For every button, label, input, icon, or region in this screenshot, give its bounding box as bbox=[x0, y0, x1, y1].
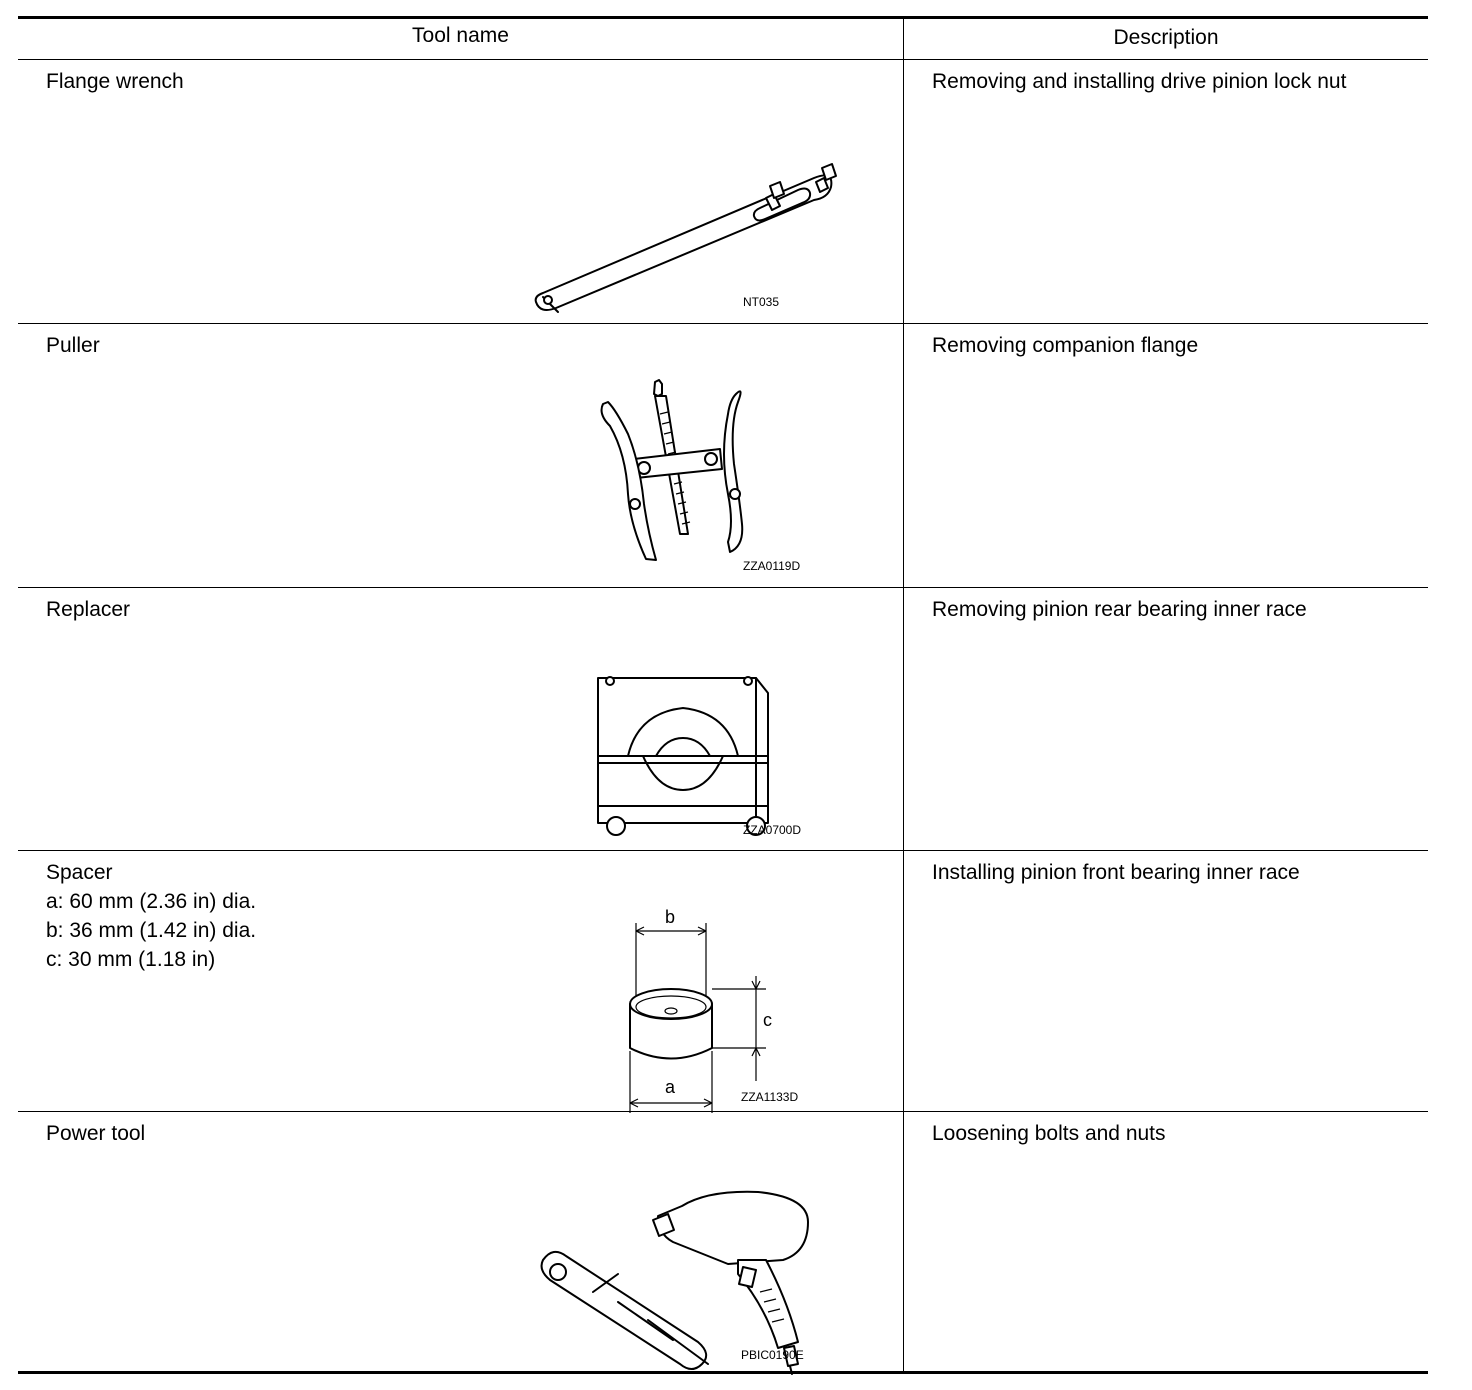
header-tool-name: Tool name bbox=[412, 24, 509, 47]
power-tool-icon bbox=[498, 1142, 838, 1372]
tool-name: Replacer bbox=[46, 598, 131, 621]
tool-description: Removing companion flange bbox=[932, 334, 1199, 357]
tool-name-block bbox=[46, 858, 256, 974]
figure-code: PBIC0190E bbox=[741, 1348, 804, 1362]
table-row bbox=[18, 324, 1428, 587]
spec-line-a: a: 60 mm (2.36 in) dia. bbox=[46, 890, 257, 913]
replacer-icon bbox=[498, 618, 838, 838]
spec-line-b: b: 36 mm (1.42 in) dia. bbox=[46, 919, 257, 942]
tool-name: Puller bbox=[46, 334, 100, 357]
dim-label-a: a bbox=[665, 1077, 676, 1097]
table-row bbox=[18, 1112, 1428, 1372]
dim-label-c: c bbox=[763, 1010, 772, 1030]
table-row bbox=[18, 60, 1428, 323]
tool-description: Removing pinion rear bearing inner race bbox=[932, 598, 1307, 621]
tool-description: Installing pinion front bearing inner race bbox=[932, 861, 1300, 884]
dim-label-b: b bbox=[665, 907, 676, 927]
table-top-rule bbox=[18, 16, 1428, 19]
special-service-tools-table bbox=[18, 16, 1428, 1374]
figure-code: ZZA0700D bbox=[743, 823, 802, 837]
puller-icon bbox=[498, 354, 838, 574]
figure-code: ZZA0119D bbox=[743, 559, 801, 573]
table-row bbox=[18, 851, 1428, 1111]
spec-line-c: c: 30 mm (1.18 in) bbox=[46, 948, 216, 971]
header-description: Description bbox=[1113, 26, 1219, 49]
tool-description: Removing and installing drive pinion lock nut bbox=[932, 70, 1347, 93]
spacer-icon bbox=[498, 881, 838, 1111]
tool-name: Power tool bbox=[46, 1122, 146, 1145]
table-row bbox=[18, 588, 1428, 850]
flange-wrench-icon bbox=[498, 90, 838, 310]
figure-code: NT035 bbox=[743, 295, 780, 309]
figure-code: ZZA1133D bbox=[741, 1090, 799, 1104]
tool-name: Spacer bbox=[46, 861, 113, 884]
tool-description: Loosening bolts and nuts bbox=[932, 1122, 1166, 1145]
table-bottom-rule bbox=[18, 1371, 1428, 1374]
tool-name: Flange wrench bbox=[46, 70, 184, 93]
